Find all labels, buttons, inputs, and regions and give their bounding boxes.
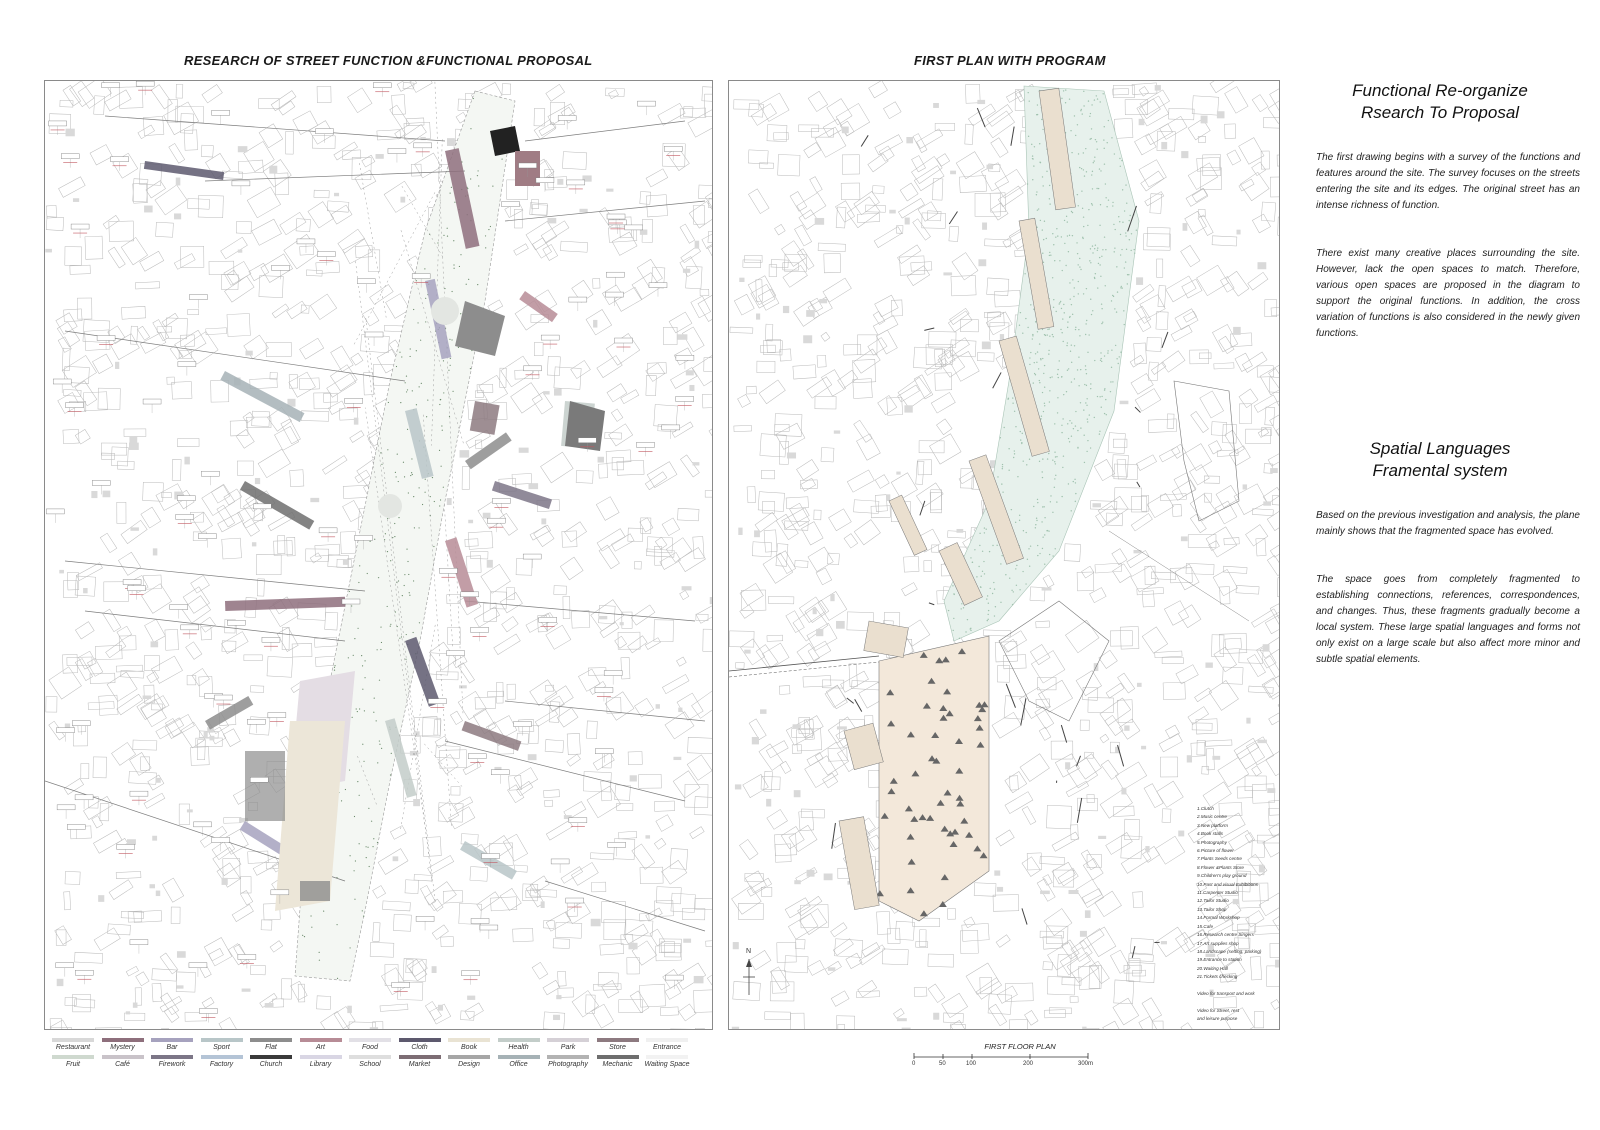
program-item: Video for Street, rest bbox=[1197, 1007, 1240, 1013]
section2-heading-line2: Framental system bbox=[1372, 461, 1508, 480]
legend-swatch-food bbox=[349, 1038, 391, 1042]
scale-label-300: 300m bbox=[1078, 1061, 1094, 1067]
program-item: 14.Formal Workshop bbox=[1197, 915, 1240, 921]
legend-label-firework: Firework bbox=[158, 1061, 186, 1068]
legend-label-photography: Photography bbox=[548, 1061, 588, 1068]
program-item: 6.Picture of flower bbox=[1197, 848, 1234, 854]
program-item: 7.Plants Seeds centre bbox=[1197, 856, 1242, 862]
legend-label-school: School bbox=[359, 1061, 381, 1068]
section1-paragraph-1: The first drawing begins with a survey of the functions and features around the site. The survey focuses on the streets entering the site and its edges. The original street has an intense richness of function. bbox=[1316, 152, 1580, 211]
scale-label-100: 100 bbox=[966, 1061, 977, 1067]
program-item: 15.Cafe bbox=[1197, 923, 1214, 929]
legend-swatch-design bbox=[448, 1055, 490, 1059]
scale-label-200: 200 bbox=[1023, 1061, 1034, 1067]
legend-swatch-flat bbox=[250, 1038, 292, 1042]
legend-swatch-art bbox=[300, 1038, 342, 1042]
legend-label-waiting-space: Waiting Space bbox=[644, 1061, 690, 1068]
program-item: Video for transport and work bbox=[1197, 990, 1255, 996]
legend-swatch-church bbox=[250, 1055, 292, 1059]
scale-bar bbox=[912, 1052, 1092, 1060]
program-item: 21.Tickets checking bbox=[1197, 974, 1238, 980]
legend-swatch-caf- bbox=[102, 1055, 144, 1059]
north-label: N bbox=[746, 948, 752, 955]
legend-swatch-mystery bbox=[102, 1038, 144, 1042]
legend-label-library: Library bbox=[309, 1061, 332, 1068]
section2-paragraph-1: Based on the previous investigation and analysis, the plane mainly shows that the fragmented space has evolved. bbox=[1316, 510, 1580, 537]
legend-swatch-health bbox=[498, 1038, 540, 1042]
legend-swatch-office bbox=[498, 1055, 540, 1059]
legend-swatch-mechanic bbox=[597, 1055, 639, 1059]
legend-swatch-school bbox=[349, 1055, 391, 1059]
program-item: 4.Book stalls bbox=[1197, 831, 1224, 837]
legend-label-entrance: Entrance bbox=[652, 1044, 682, 1051]
legend-swatch-firework bbox=[151, 1055, 193, 1059]
program-item: 12.Tailor Studio bbox=[1197, 898, 1229, 904]
section2-paragraph-2: The space goes from completely fragmented to establishing connections, references, correspondences, and changes. Thus, these fragments gradually become a local system. These large spatial languages and forms not only exist on a large scale but also affect more minor and subtle spatial elements. bbox=[1316, 574, 1580, 665]
street-function-map bbox=[44, 80, 713, 1030]
legend-label-store: Store bbox=[609, 1044, 626, 1051]
legend-label-sport: Sport bbox=[213, 1044, 230, 1051]
program-list bbox=[1197, 805, 1287, 1024]
program-item: 20.Waiting Hall bbox=[1197, 965, 1228, 971]
program-item: 16.Research centre Singers bbox=[1197, 932, 1254, 938]
program-item: 9.Children's play ground bbox=[1197, 873, 1247, 879]
program-item: 8.Flower &Plants Store bbox=[1197, 864, 1244, 870]
legend-label-cloth: Cloth bbox=[411, 1044, 428, 1051]
legend-label-bar: Bar bbox=[166, 1044, 178, 1051]
legend-swatch-factory bbox=[201, 1055, 243, 1059]
legend-label-mechanic: Mechanic bbox=[602, 1061, 633, 1068]
floor-plan-label: FIRST FLOOR PLAN bbox=[984, 1042, 1056, 1051]
legend-label-art: Art bbox=[316, 1044, 325, 1051]
street-function-map-drawing bbox=[45, 81, 712, 1029]
legend-label-food: Food bbox=[362, 1044, 378, 1051]
scale-label-0: 0 bbox=[912, 1061, 916, 1067]
legend-swatch-park bbox=[547, 1038, 589, 1042]
legend-swatch-library bbox=[300, 1055, 342, 1059]
legend-label-park: Park bbox=[560, 1044, 576, 1051]
program-item: 1.Clutch bbox=[1197, 806, 1214, 811]
section2-heading-line1: Spatial Languages bbox=[1369, 439, 1511, 458]
legend-swatch-entrance bbox=[646, 1038, 688, 1042]
legend-label-book: Book bbox=[461, 1044, 477, 1051]
legend-label-office: Office bbox=[509, 1061, 528, 1068]
program-item: 10.Past and visual Exhibitions bbox=[1197, 881, 1259, 887]
legend-swatch-fruit bbox=[52, 1055, 94, 1059]
section2-heading bbox=[1300, 438, 1580, 482]
program-item: 3.New platform bbox=[1197, 822, 1228, 828]
program-item: 11.Carpenter Studio bbox=[1197, 890, 1238, 896]
legend-swatch-photography bbox=[547, 1055, 589, 1059]
center-panel-title: FIRST PLAN WITH PROGRAM bbox=[914, 53, 1106, 68]
legend-swatch-market bbox=[399, 1055, 441, 1059]
north-arrow-icon bbox=[742, 957, 756, 997]
legend-label-design: Design bbox=[458, 1061, 480, 1068]
program-item bbox=[1197, 998, 1287, 1006]
legend-swatch-waiting-space bbox=[646, 1055, 688, 1059]
program-item: 17.Art supplies shop bbox=[1197, 940, 1239, 946]
legend-label-flat: Flat bbox=[265, 1044, 277, 1051]
program-item bbox=[1197, 982, 1287, 990]
legend-label-restaurant: Restaurant bbox=[55, 1044, 91, 1051]
left-panel-title: RESEARCH OF STREET FUNCTION &FUNCTIONAL PROPOSAL bbox=[184, 53, 593, 68]
program-item: 13.Tailor Shop bbox=[1197, 906, 1227, 912]
section1-heading-line1: Functional Re-organize bbox=[1352, 81, 1528, 100]
section1-heading-line2: Rsearch To Proposal bbox=[1360, 103, 1520, 122]
legend-label-market: Market bbox=[408, 1061, 431, 1068]
legend-label-caf-: Café bbox=[115, 1061, 130, 1068]
scale-label-50: 50 bbox=[939, 1061, 946, 1067]
legend-swatch-cloth bbox=[399, 1038, 441, 1042]
legend-label-health: Health bbox=[508, 1044, 529, 1051]
legend-label-mystery: Mystery bbox=[110, 1044, 135, 1051]
legend-swatch-store bbox=[597, 1038, 639, 1042]
legend-swatch-sport bbox=[201, 1038, 243, 1042]
legend-label-fruit: Fruit bbox=[66, 1061, 80, 1068]
legend-label-church: Church bbox=[259, 1061, 283, 1068]
legend-label-factory: Factory bbox=[209, 1061, 234, 1068]
legend-swatch-book bbox=[448, 1038, 490, 1042]
program-item: 2.Music centre bbox=[1197, 814, 1227, 820]
legend-swatch-restaurant bbox=[52, 1038, 94, 1042]
legend-swatch-bar bbox=[151, 1038, 193, 1042]
section1-heading bbox=[1300, 80, 1580, 124]
program-item: 5.Photography bbox=[1197, 839, 1227, 845]
program-item: 19.Entrance to station bbox=[1197, 957, 1242, 963]
program-item: 18.Landscape (setting, parking) bbox=[1197, 948, 1262, 954]
program-item: and leisure purpose bbox=[1197, 1016, 1238, 1022]
section1-paragraph-2: There exist many creative places surrounding the site. However, lack the open spaces to match. Therefore, various open spaces are proposed in the diagram to support the original functions. In addition, the cross variation of functions is also considered in the newly given functions. bbox=[1316, 248, 1580, 339]
